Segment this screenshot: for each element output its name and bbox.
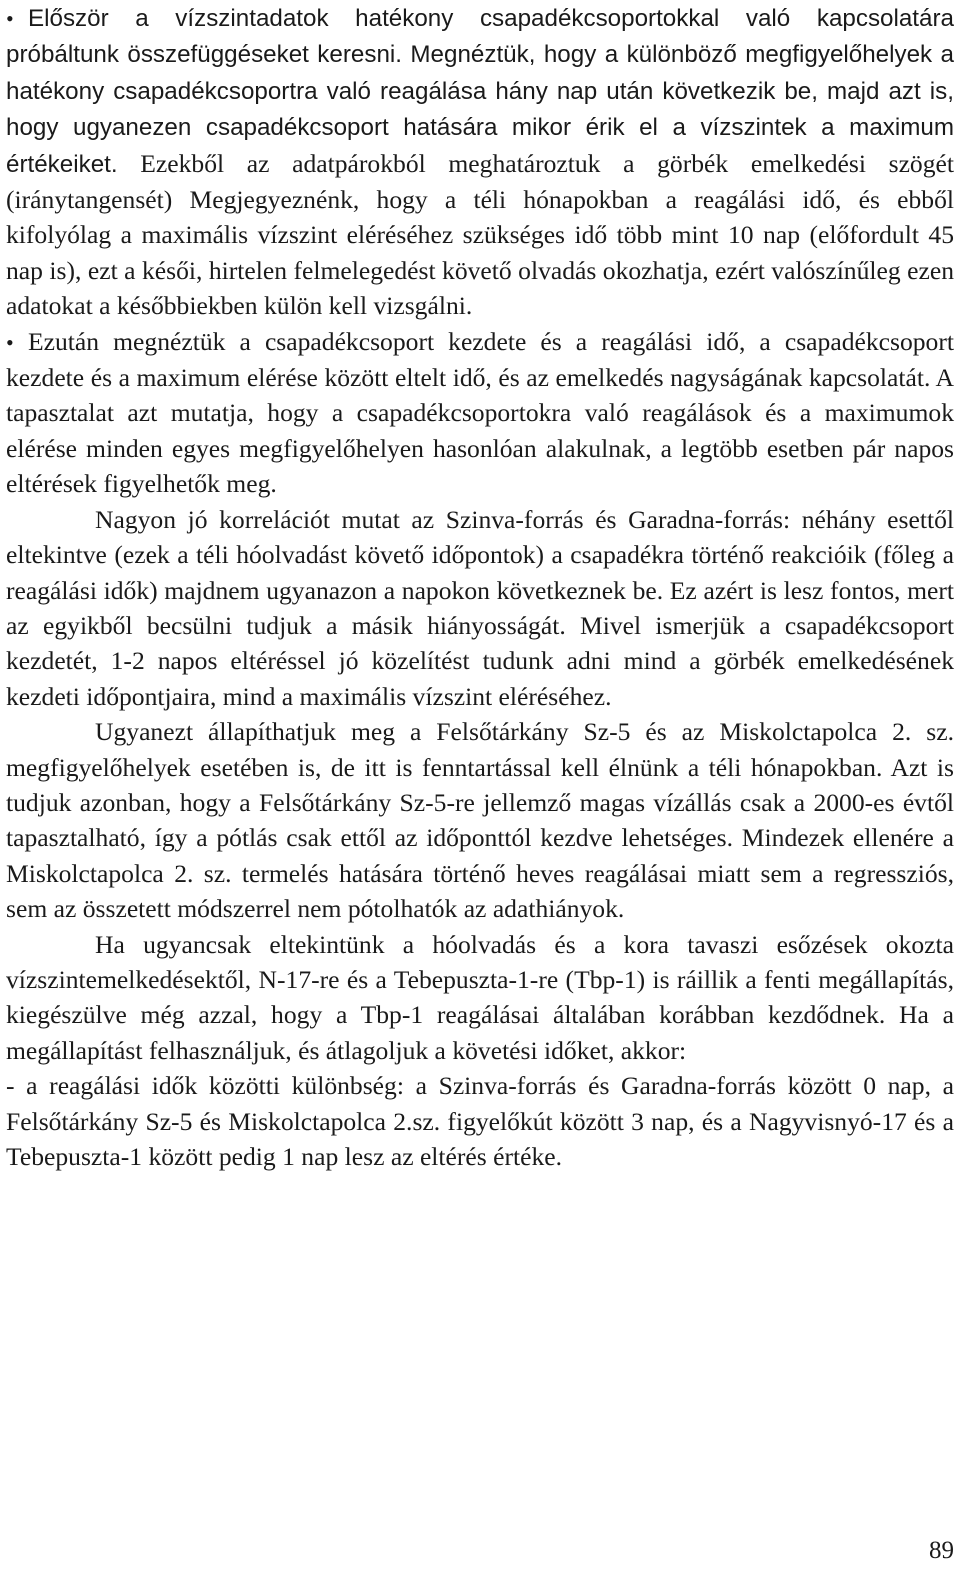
paragraph-4: Ugyanezt állapíthatjuk meg a Felsőtárkány Sz-5 és az Miskolctapolca 2. sz. megfigyelőhelyek esetében is, de itt is fenntartással kell élnünk a téli hónapokban. Azt is tudjuk azonban, hogy a Felsőtárkány Sz-5-re jellemző magas vízállás csak a 2000-es évtől tapasztalható, így a pótlás csak ettől az időponttól kezdve lehetséges. Mindezek ellenére a Miskolctapolca 2. sz. termelés hatására történő heves reagálásai miatt sem a regressziós, sem az összetett módszerrel nem pótolhatók az adathiányok. bbox=[6, 717, 954, 924]
paragraph-2-text: Ezután megnéztük a csapadékcsoport kezdete és a reagálási idő, a csapadékcsoport kezdete és a maximum elérése között eltelt idő, és az emelkedés nagyságának kapcsolatát. A tapasztalat azt mutatja, hogy a csapadékcsoportokra való reagálások és a maximumok elérése minden egyes megfigyelőhelyen hasonlóan alakulnak, a legtöbb esetben pár napos eltérések figyelhetők meg. bbox=[6, 326, 954, 499]
paragraph-1-sans-text: Először a vízszintadatok hatékony csapadékcsoportokkal való kapcsolatára próbáltunk összefüggéseket keresni. Megnéztük, hogy a különböző megfigyelőhelyek a hatékony csapadékcsoportra való reagálása hány nap után következik be, majd azt is, hogy ugyanezen csapadékcsoport hatására mikor érik el a vízszintek a maximum értékeiket. bbox=[6, 5, 954, 178]
bullet-icon: • bbox=[6, 329, 14, 355]
paragraph-5: Ha ugyancsak eltekintünk a hóolvadás és a kora tavaszi esőzések okozta vízszintemelkedésektől, N-17-re és a Tebepuszta-1-re (Tbp-1) is ráillik a fenti megállapítás, kiegészülve még azzal, hogy a Tbp-1 reagálásai általában korábban kezdődnek. Ha a megállapítást felhasználjuk, és átlagoljuk a követési időket, akkor: bbox=[6, 929, 954, 1065]
paragraph-6: - a reagálási idők közötti különbség: a Szinva-forrás és Garadna-forrás között 0 nap, a Felsőtárkány Sz-5 és Miskolctapolca 2.sz. figyelőkút között 3 nap, és a Nagyvisnyó-17 és a Tebepuszta-1 között pedig 1 nap lesz az eltérés értéke. bbox=[6, 1071, 954, 1171]
paragraph-1-serif-text: Ezekből az adatpárokból meghatároztuk a görbék emelkedési szögét (iránytangensét) Megjegyeznénk, hogy a téli hónapokban a reagálási idő, és ebből kifolyólag a maximális vízszint eléréséhez szükséges idő több mint 10 nap (előfordult 45 nap is), ezt a késői, hirtelen felmelegedést követő olvadás okozhatja, ezért valószínűleg ezen adatokat a későbbiekben külön kell vizsgálni. bbox=[6, 148, 954, 321]
page-number: 89 bbox=[929, 1537, 954, 1564]
paragraph-1 bbox=[6, 0, 954, 324]
document-page bbox=[6, 0, 954, 1174]
paragraph-3: Nagyon jó korrelációt mutat az Szinva-forrás és Garadna-forrás: néhány esettől eltekintve (ezek a téli hóolvadást követő időpontok) a csapadékra történő reakcióik (főleg a reagálási idők) majdnem ugyanazon a napokon következnek be. Ez azért is lesz fontos, mert az egyikből becsülni tudjuk a másik hiányosságát. Mivel ismerjük a csapadékcsoport kezdetét, 1-2 napos eltéréssel jó közelítést tudunk adni mind a görbék emelkedésének kezdeti időpontjaira, mind a maximális vízszint eléréséhez. bbox=[6, 504, 954, 711]
bullet-icon: • bbox=[6, 6, 14, 31]
paragraph-2 bbox=[6, 324, 954, 502]
